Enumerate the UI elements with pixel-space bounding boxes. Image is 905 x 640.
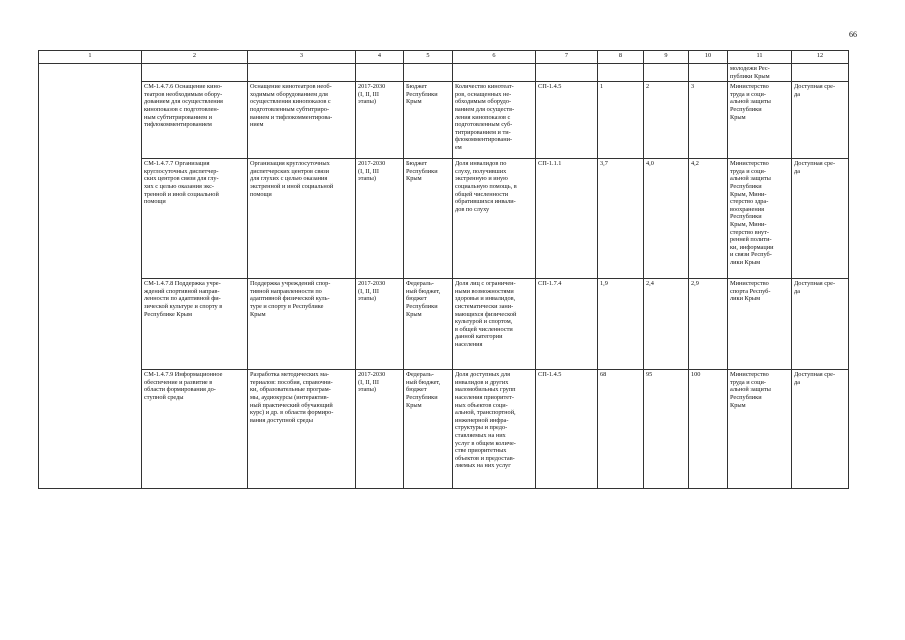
measure-name-cell: СМ-1.4.7.9 Информационное обеспечение и развитие в области формирования до- ступной среды — [142, 370, 248, 489]
table-cell — [598, 64, 644, 82]
value-stage-2-cell: 95 — [644, 370, 689, 489]
table-cell — [142, 64, 248, 82]
funding-source-cell: Федераль- ный бюджет, бюджет Республики Крым — [404, 279, 453, 370]
measure-content-cell: Оснащение кинотеатров необ- ходимым оборудованием для осуществления кинопоказов с подготовленным субтитриро- ванием и тифлокомментирова- нием — [248, 82, 356, 159]
table-cell — [356, 64, 404, 82]
period-cell: 2017-2030 (I, II, III этапы) — [356, 82, 404, 159]
column-header-1: 1 — [39, 51, 142, 64]
program-cell: Доступная сре- да — [792, 279, 849, 370]
column-header-2: 2 — [142, 51, 248, 64]
value-stage-2-cell: 2,4 — [644, 279, 689, 370]
executor-cell: Министерство труда и соци- альной защиты Республики Крым — [728, 370, 792, 489]
merged-first-column-cell — [39, 64, 142, 489]
measure-content-cell: Поддержка учреждений спор- тивной направленности по адаптивной физической куль- туре и спорту в Республике Крым — [248, 279, 356, 370]
program-cell: Доступная сре- да — [792, 370, 849, 489]
column-header-11: 11 — [728, 51, 792, 64]
period-cell: 2017-2030 (I, II, III этапы) — [356, 370, 404, 489]
table-row — [39, 82, 849, 159]
page-number: 66 — [849, 30, 857, 39]
table-row — [39, 159, 849, 279]
column-header-4: 4 — [356, 51, 404, 64]
indicator-cell: Количество кинотеат- ров, оснащенных не- обходимым оборудо- ванием для осуществ- ления кинопоказов с подготовленным суб- титрированием и ти- флокомментировани- ем — [453, 82, 536, 159]
value-stage-1-cell: 1,9 — [598, 279, 644, 370]
code-cell: СП-1.4.5 — [536, 82, 598, 159]
value-stage-2-cell: 4,0 — [644, 159, 689, 279]
measure-content-cell: Разработка методических ма- териалов: пособия, справочни- ки, образовательные програм- мы, аудиокурсы (интерактив- ный практический обучающий курс) и др. в области формиро- вания доступной среды — [248, 370, 356, 489]
indicator-cell: Доля лиц с ограничен- ными возможностями здоровья и инвалидов, систематически зани- мающихся физической культурой и спортом, в общей численности данной категории населения — [453, 279, 536, 370]
program-cell: Доступная сре- да — [792, 82, 849, 159]
table-cell — [792, 64, 849, 82]
executor-cell: Министерство труда и соци- альной защиты Республики Крым — [728, 82, 792, 159]
measure-content-cell: Организация круглосуточных диспетчерских центров связи для глухих с целью оказания экстренной и иной социальной помощи — [248, 159, 356, 279]
column-header-7: 7 — [536, 51, 598, 64]
period-cell: 2017-2030 (I, II, III этапы) — [356, 279, 404, 370]
measure-name-cell: СМ-1.4.7.8 Поддержка учре- ждений спортивной направ- ленности по адаптивной фи- зической культуре и спорту в Республике Крым — [142, 279, 248, 370]
table-cell — [248, 64, 356, 82]
program-cell: Доступная сре- да — [792, 159, 849, 279]
measure-name-cell: СМ-1.4.7.7 Организация круглосуточных диспетчер- ских центров связи для глу- хих с целью оказания экс- тренной и иной социальной помощи — [142, 159, 248, 279]
value-stage-2-cell: 2 — [644, 82, 689, 159]
column-header-5: 5 — [404, 51, 453, 64]
table-row — [39, 370, 849, 489]
funding-source-cell: Бюджет Республики Крым — [404, 82, 453, 159]
continuation-row — [39, 64, 849, 82]
indicator-cell: Доля инвалидов по слуху, получивших экстренную и иную социальную помощь, в общей численности обратившихся инвали- дов по слуху — [453, 159, 536, 279]
table-cell — [689, 64, 728, 82]
value-stage-1-cell: 68 — [598, 370, 644, 489]
executor-cell: Министерство труда и соци- альной защиты Республики Крым, Мини- стерство здра- воохранения Республики Крым, Мини- стерство внут- ренней полити- ки, информации и связи Респуб- лики Крым — [728, 159, 792, 279]
column-header-8: 8 — [598, 51, 644, 64]
table-cell — [453, 64, 536, 82]
column-header-12: 12 — [792, 51, 849, 64]
column-header-10: 10 — [689, 51, 728, 64]
period-cell: 2017-2030 (I, II, III этапы) — [356, 159, 404, 279]
value-stage-3-cell: 2,9 — [689, 279, 728, 370]
funding-source-cell: Федераль- ный бюджет, бюджет Республики Крым — [404, 370, 453, 489]
header-row — [39, 51, 849, 64]
code-cell: СП-1.7.4 — [536, 279, 598, 370]
value-stage-1-cell: 3,7 — [598, 159, 644, 279]
executor-cell: Министерство спорта Респуб- лики Крым — [728, 279, 792, 370]
value-stage-1-cell: 1 — [598, 82, 644, 159]
column-header-3: 3 — [248, 51, 356, 64]
measure-name-cell: СМ-1.4.7.6 Оснащение кино- театров необходимым обору- дованием для осуществления кинопоказов с подготовлен- ным субтитрированием и тифлокомментированием — [142, 82, 248, 159]
value-stage-3-cell: 100 — [689, 370, 728, 489]
code-cell: СП-1.1.1 — [536, 159, 598, 279]
table-cell — [536, 64, 598, 82]
table-row — [39, 279, 849, 370]
column-header-9: 9 — [644, 51, 689, 64]
table-cell — [644, 64, 689, 82]
indicator-cell: Доля доступных для инвалидов и других маломобильных групп населения приоритет- ных объектов соци- альной, транспортной, инженерной инфра- структуры и предо- ставляемых на них услуг в общем количе- стве приоритетных объектов и предостав- ляемых на них услуг — [453, 370, 536, 489]
table-cell — [404, 64, 453, 82]
value-stage-3-cell: 3 — [689, 82, 728, 159]
funding-source-cell: Бюджет Республики Крым — [404, 159, 453, 279]
executor-cell: молодежи Рес- публики Крым — [728, 64, 792, 82]
code-cell: СП-1.4.5 — [536, 370, 598, 489]
value-stage-3-cell: 4,2 — [689, 159, 728, 279]
program-table — [38, 50, 849, 489]
column-header-6: 6 — [453, 51, 536, 64]
